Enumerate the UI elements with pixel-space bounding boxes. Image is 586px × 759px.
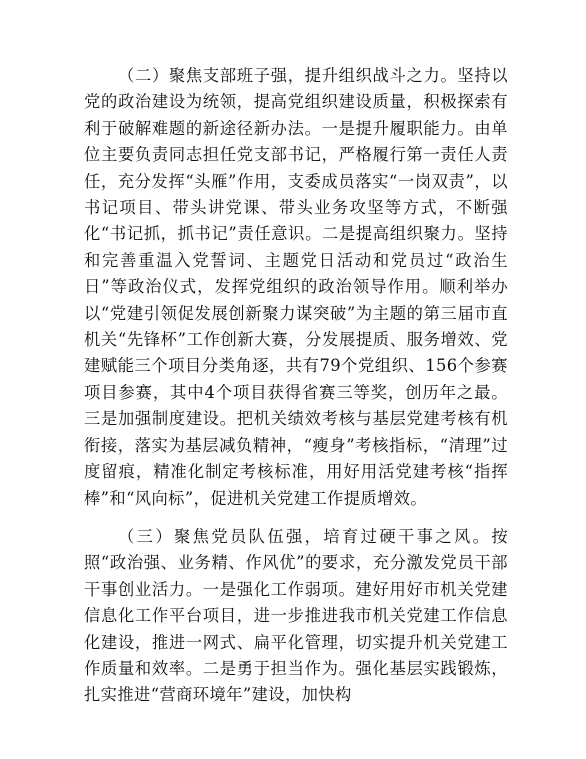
document-body: [84, 63, 508, 709]
paragraph-section-two: （二）聚焦支部班子强，提升组织战斗之力。坚持以党的政治建设为统领，提高党组织建设质量，积极探索有利于破解难题的新途径新办法。一是提升履职能力。由单位主要负责同志担任党支部书记，严格履行第一责任人责任，充分发挥“头雁”作用，支委成员落实“一岗双责”，以书记项目、带头讲党课、带头业务攻坚等方式，不断强化“书记抓，抓书记”责任意识。二是提高组织聚力。坚持和完善重温入党誓词、主题党日活动和党员过“政治生日”等政治仪式，发挥党组织的政治领导作用。顺利举办以“党建引领促发展创新聚力谋突破”为主题的第三届市直机关“先锋杯”工作创新大赛，分发展提质、服务增效、党建赋能三个项目分类角逐，共有79个党组织、156个参赛项目参赛，其中4个项目获得省赛三等奖，创历年之最。三是加强制度建设。把机关绩效考核与基层党建考核有机衔接，落实为基层减负精神，“瘦身”考核指标，“清理”过度留痕，精准化制定考核标准，用好用活党建考核“指挥棒”和“风向标”，促进机关党建工作提质增效。: [84, 66, 508, 508]
paragraph-section-three: （三）聚焦党员队伍强，培育过硬干事之风。按照“政治强、业务精、作风优”的要求，充分激发党员干部干事创业活力。一是强化工作弱项。建好用好市机关党建信息化工作平台项目，进一步推进我市机关党建工作信息化建设，推进一网式、扁平化管理，切实提升机关党建工作质量和效率。二是勇于担当作为。强化基层实践锻炼，扎实推进“营商环境年”建设，加快构: [84, 526, 508, 705]
